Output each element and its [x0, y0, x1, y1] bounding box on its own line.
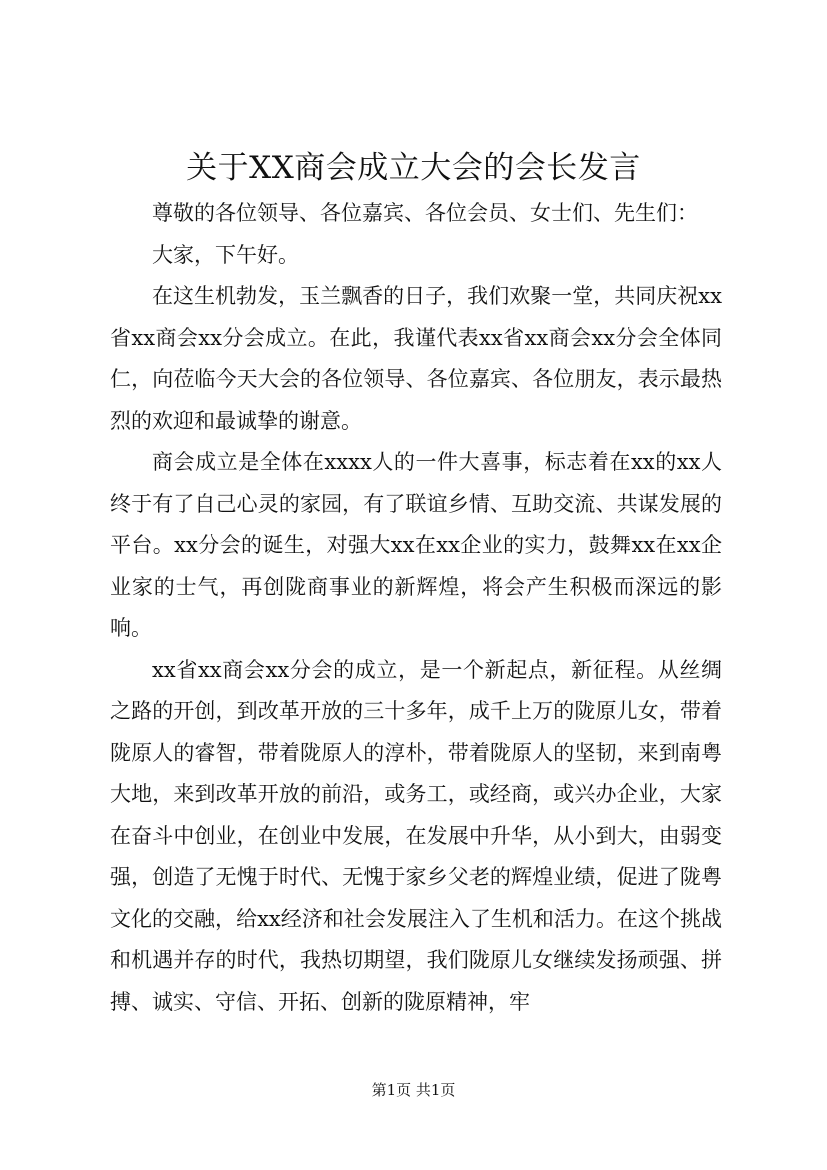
salutation-paragraph: 尊敬的各位领导、各位嘉宾、各位会员、女士们、先生们： [152, 201, 698, 225]
document-title: 关于XX商会成立大会的会长发言 [186, 150, 641, 186]
body-paragraph: xx省xx商会xx分会的成立，是一个新起点，新征程。从丝绸之路的开创，到改革开放的三十多年，成千上万的陇原儿女，带着陇原人的睿智，带着陇原人的淳朴，带着陇原人的坚韧，来到南粤大地，来到改革开放的前沿，或务工，或经商，或兴办企业，大家在奋斗中创业，在创业中发展，在发展中升华，从小到大，由弱变强，创造了无愧于时代、无愧于家乡父老的辉煌业绩，促进了陇粤文化的交融，给xx经济和社会发展注入了生机和活力。在这个挑战和机遇并存的时代，我热切期望，我们陇原儿女继续发扬顽强、拼搏、诚实、守信、开拓、创新的陇原精神，牢 [110, 657, 722, 1014]
document-body [110, 193, 722, 1023]
body-paragraph: 商会成立是全体在xxxx人的一件大喜事，标志着在xx的xx人终于有了自己心灵的家园，有了联谊乡情、互助交流、共谋发展的平台。xx分会的诞生，对强大xx在xx企业的实力，鼓舞xx在xx企业家的士气，再创陇商事业的新辉煌，将会产生积极而深远的影响。 [110, 450, 722, 640]
page-footer: 第1页 共1页 [371, 1081, 456, 1099]
greeting-paragraph: 大家，下午好。 [152, 242, 299, 267]
body-paragraph: 在这生机勃发，玉兰飘香的日子，我们欢聚一堂，共同庆祝xx省xx商会xx分会成立。在此，我谨代表xx省xx商会xx分会全体同仁，向莅临今天大会的各位领导、各位嘉宾、各位朋友，表示最热烈的欢迎和最诚挚的谢意。 [110, 284, 722, 433]
